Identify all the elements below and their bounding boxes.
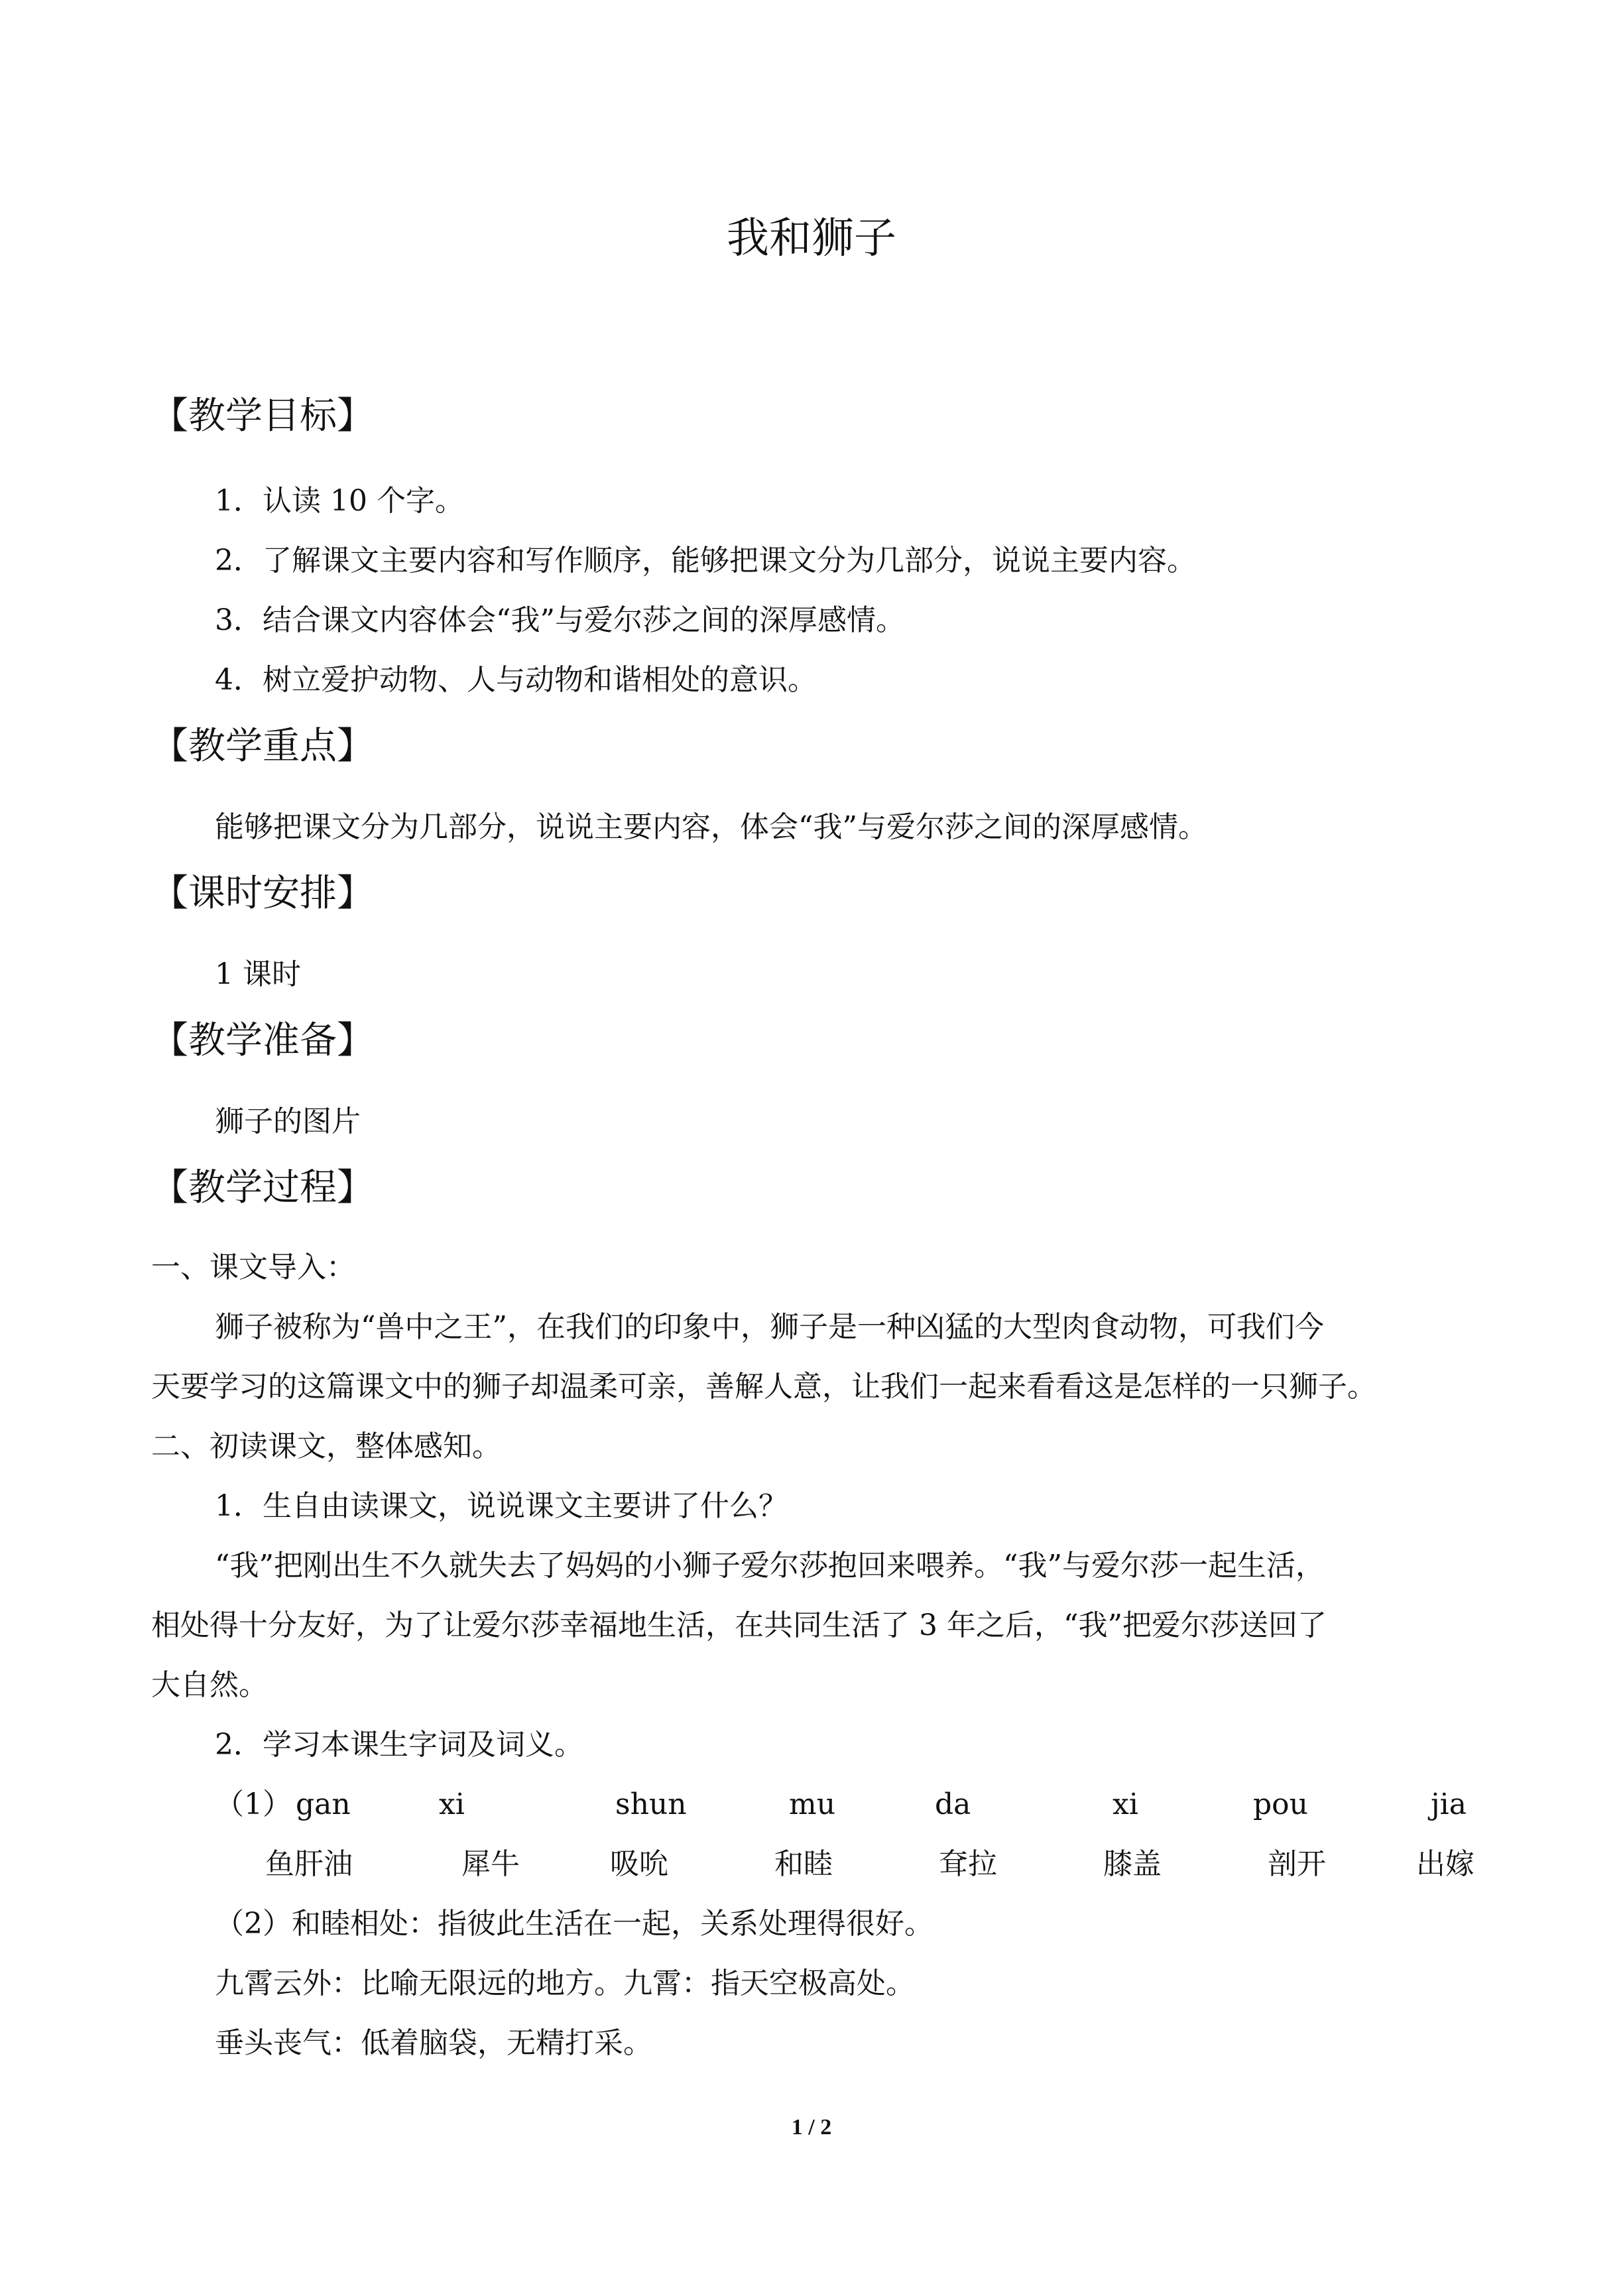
objective-item: 1．认读 10 个字。 <box>215 484 464 518</box>
page-number: 1 / 2 <box>791 2115 832 2140</box>
vocab-word: 出嫁 <box>1416 1847 1474 1881</box>
vocab-word: 和睦 <box>774 1847 833 1881</box>
pinyin: da <box>935 1787 971 1821</box>
pinyin: gan <box>296 1787 351 1821</box>
intro-line: 狮子被称为“兽中之王”，在我们的印象中，狮子是一种凶猛的大型肉食动物，可我们今 <box>215 1310 1324 1344</box>
objective-item: 4．树立爱护动物、人与动物和谐相处的意识。 <box>215 663 817 697</box>
heading-schedule: 【课时安排】 <box>151 872 374 915</box>
vocab-word: 膝盖 <box>1103 1847 1162 1881</box>
pinyin: xi <box>1112 1787 1138 1821</box>
definition-line: 九霄云外：比喻无限远的地方。九霄：指天空极高处。 <box>215 1966 915 2000</box>
heading-objectives: 【教学目标】 <box>151 394 374 438</box>
step1-answer-line: 相处得十分友好，为了让爱尔莎幸福地生活，在共同生活了 3 年之后，“我”把爱尔莎送回了 <box>151 1608 1327 1642</box>
pinyin: jia <box>1431 1787 1467 1821</box>
heading-preparation: 【教学准备】 <box>151 1019 374 1062</box>
schedule-text: 1 课时 <box>215 957 301 991</box>
definition-line: 垂头丧气：低着脑袋，无精打采。 <box>215 2026 652 2060</box>
objective-item: 3．结合课文内容体会“我”与爱尔莎之间的深厚感情。 <box>215 603 905 637</box>
vocab-word: 犀牛 <box>461 1847 520 1881</box>
page-title: 我和狮子 <box>727 214 896 263</box>
objective-item: 2．了解课文主要内容和写作顺序，能够把课文分为几部分，说说主要内容。 <box>215 544 1196 577</box>
heading-process: 【教学过程】 <box>151 1166 374 1209</box>
pinyin: shun <box>615 1787 687 1821</box>
heading-key-points: 【教学重点】 <box>151 725 374 768</box>
intro-line: 天要学习的这篇课文中的狮子却温柔可亲，善解人意，让我们一起来看看这是怎样的一只狮子。 <box>151 1370 1376 1404</box>
part2-title: 二、初读课文，整体感知。 <box>151 1429 501 1463</box>
pinyin: pou <box>1253 1787 1308 1821</box>
step2-text: 2．学习本课生字词及词义。 <box>215 1728 583 1762</box>
part1-title: 一、课文导入： <box>151 1250 355 1284</box>
pinyin: mu <box>789 1787 836 1821</box>
vocab-word: 鱼肝油 <box>265 1847 353 1881</box>
step1-question: 1．生自由读课文，说说课文主要讲了什么？ <box>215 1489 788 1523</box>
vocab-prefix: （1） <box>215 1787 292 1821</box>
preparation-text: 狮子的图片 <box>215 1105 361 1138</box>
pinyin: xi <box>439 1787 465 1821</box>
vocab-word: 剖开 <box>1268 1847 1326 1881</box>
step1-answer-line: “我”把刚出生不久就失去了妈妈的小狮子爱尔莎抱回来喂养。“我”与爱尔莎一起生活， <box>215 1549 1325 1583</box>
step1-answer-line: 大自然。 <box>151 1668 268 1702</box>
vocab-word: 耷拉 <box>939 1847 997 1881</box>
key-points-text: 能够把课文分为几部分，说说主要内容，体会“我”与爱尔莎之间的深厚感情。 <box>215 810 1207 844</box>
vocab-word: 吸吮 <box>610 1847 668 1881</box>
definition-line: （2）和睦相处：指彼此生活在一起，关系处理得很好。 <box>215 1907 933 1941</box>
